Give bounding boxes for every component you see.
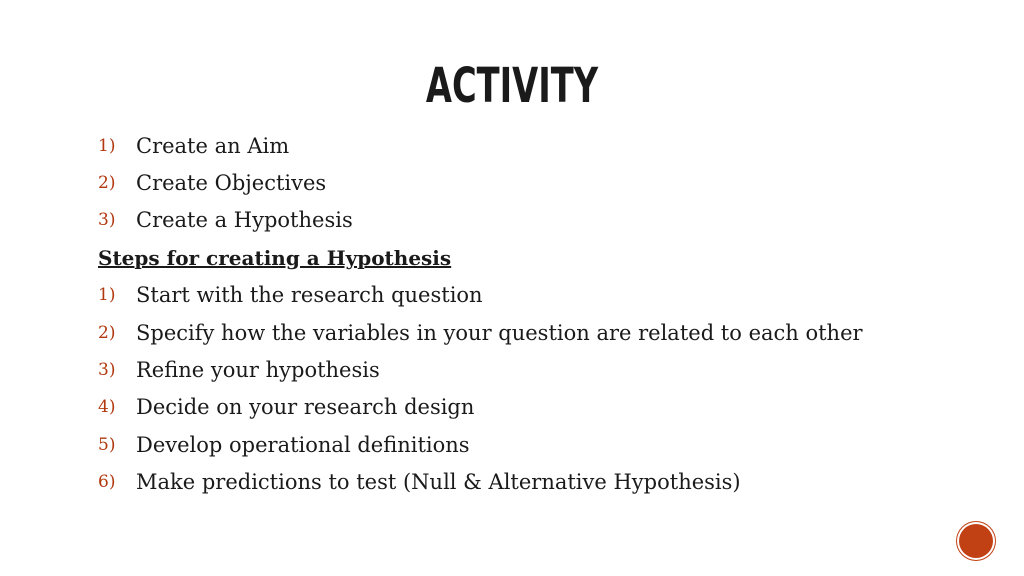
list-item bbox=[98, 127, 998, 164]
list-text: Refine your hypothesis bbox=[136, 358, 380, 383]
list-number: 6) bbox=[98, 472, 116, 493]
list-item bbox=[98, 202, 998, 239]
list-text: Make predictions to test (Null & Alternative Hypothesis) bbox=[136, 470, 741, 495]
list-item bbox=[98, 464, 998, 501]
list-number: 4) bbox=[98, 397, 116, 418]
list-number: 1) bbox=[98, 135, 116, 156]
list-item bbox=[98, 314, 998, 351]
list-text: Create an Aim bbox=[136, 133, 290, 158]
list-number: 2) bbox=[98, 173, 116, 194]
list-number: 2) bbox=[98, 322, 116, 343]
slide-content bbox=[98, 127, 998, 501]
list-text: Develop operational definitions bbox=[136, 432, 470, 457]
list-number: 5) bbox=[98, 434, 116, 455]
section-heading-row bbox=[98, 239, 998, 276]
list-item bbox=[98, 426, 998, 463]
list-text: Create a Hypothesis bbox=[136, 208, 353, 233]
list-number: 3) bbox=[98, 210, 116, 231]
list-text: Start with the research question bbox=[136, 283, 483, 308]
list-item bbox=[98, 164, 998, 201]
list-text: Specify how the variables in your question are related to each other bbox=[136, 320, 863, 345]
list-number: 3) bbox=[98, 360, 116, 381]
section-heading: Steps for creating a Hypothesis bbox=[98, 245, 452, 270]
list-number: 1) bbox=[98, 285, 116, 306]
list-text: Create Objectives bbox=[136, 171, 327, 196]
list-item bbox=[98, 351, 998, 388]
list-item bbox=[98, 277, 998, 314]
list-item bbox=[98, 389, 998, 426]
slide-title: ACTIVITY bbox=[425, 58, 599, 114]
slide-number-badge bbox=[957, 522, 995, 560]
list-text: Decide on your research design bbox=[136, 395, 475, 420]
